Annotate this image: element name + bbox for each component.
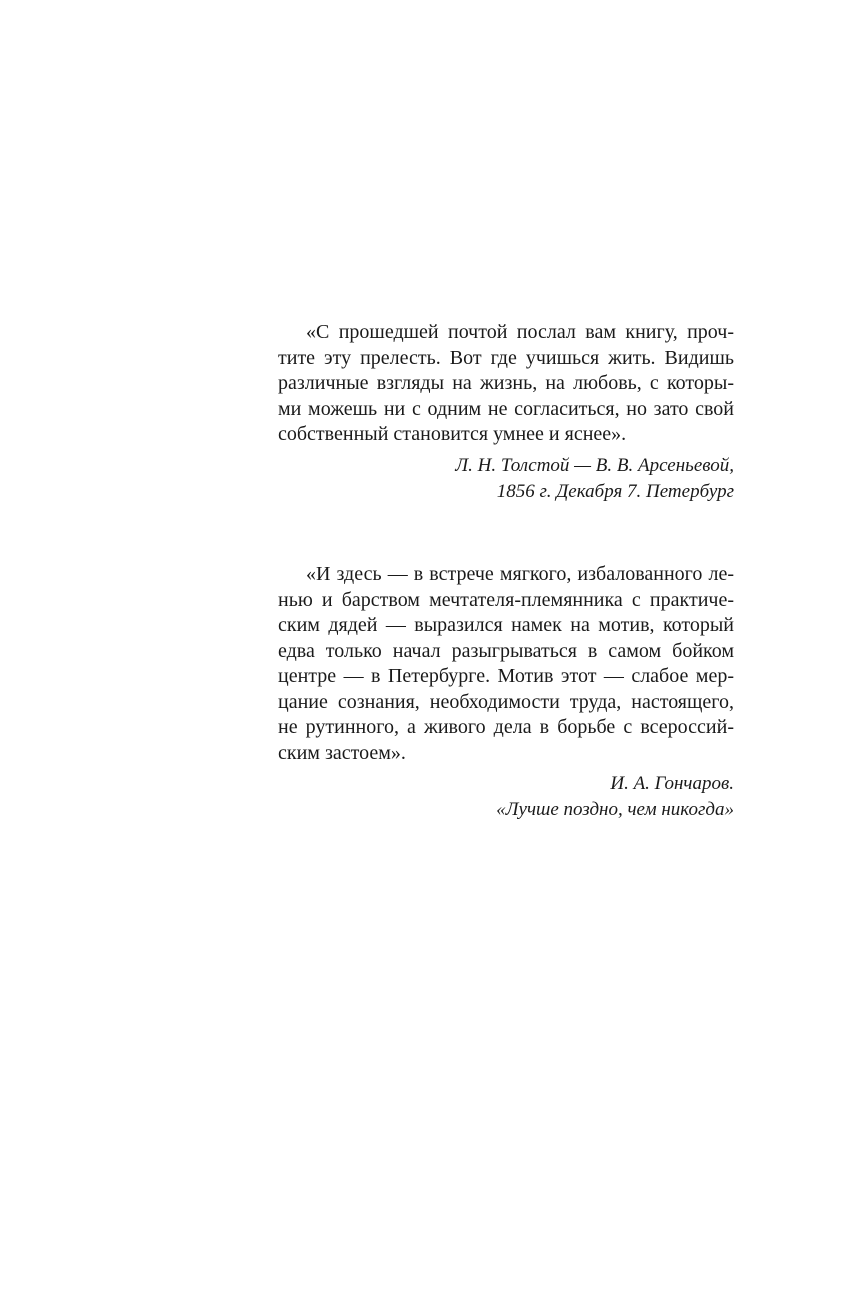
- quote-line: ским дядей — выразился намек на мотив, который: [278, 614, 734, 636]
- quote-text: [278, 320, 734, 448]
- epigraph-tolstoy: [278, 320, 734, 505]
- quote-line: нью и барством мечтателя-племянника с практиче-: [278, 588, 734, 611]
- quote-line: центре — в Петербурге. Мотив этот — слабое мер-: [278, 665, 734, 687]
- quote-line: собственный становится умнее и яснее».: [278, 423, 627, 445]
- quote-line: «И здесь — в встрече мягкого, избалованного ле-: [306, 563, 734, 585]
- attribution-line: «Лучше поздно, чем никогда»: [496, 799, 734, 820]
- quote-line: тите эту прелесть. Вот где учишься жить. Видишь: [278, 346, 734, 369]
- quote-attribution: [278, 771, 734, 823]
- quote-line: ми можешь ни с одним не согласиться, но зато свой: [278, 397, 734, 420]
- quote-attribution: [278, 453, 734, 505]
- quote-line: «С прошедшей почтой послал вам книгу, проч-: [306, 321, 734, 343]
- quote-line: едва только начал разыгрываться в самом бойком: [278, 639, 734, 662]
- quote-line: различные взгляды на жизнь, на любовь, с которы-: [278, 372, 734, 394]
- attribution-line: 1856 г. Декабря 7. Петербург: [496, 480, 734, 502]
- epigraph-goncharov: [278, 562, 734, 823]
- quote-text: [278, 562, 734, 766]
- quote-line: цание сознания, необходимости труда, настоящего,: [278, 690, 734, 713]
- attribution-line: И. А. Гончаров.: [610, 773, 734, 794]
- quote-line: ским застоем».: [278, 741, 406, 764]
- quote-line: не рутинного, а живого дела в борьбе с всероссий-: [278, 716, 734, 738]
- attribution-line: Л. Н. Толстой — В. В. Арсеньевой,: [455, 454, 734, 476]
